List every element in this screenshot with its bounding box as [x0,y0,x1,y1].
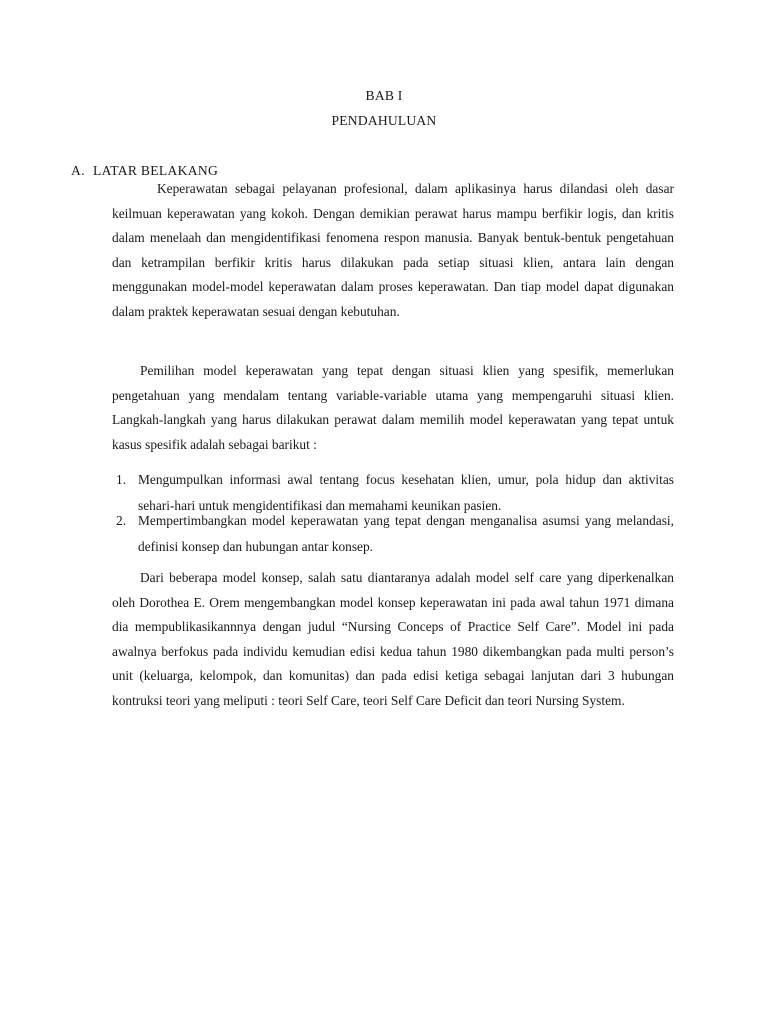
list-item [112,508,674,560]
list-text: Mengumpulkan informasi awal tentang focus kesehatan klien, umur, pola hidup dan aktivitas sehari-hari untuk mengidentifikasi dan memahami keunikan pasien. [138,472,674,513]
section-letter: A. [71,163,85,178]
section-title: LATAR BELAKANG [93,163,219,178]
paragraph-model-selection: Pemilihan model keperawatan yang tepat dengan situasi klien yang spesifik, memerlukan pengetahuan yang mendalam tentang variable-variable utama yang mempengaruhi situasi klien. Langkah-langkah yang harus dilakukan perawat dalam memilih model keperawatan yang tepat untuk kasus spesifik adalah sebagai barikut : [112,363,674,452]
list-text: Mempertimbangkan model keperawatan yang tepat dengan menganalisa asumsi yang melandasi, definisi konsep dan hubungan antar konsep. [138,513,674,554]
chapter-title: PENDAHULUAN [331,113,437,128]
paragraph-orem-model: Dari beberapa model konsep, salah satu diantaranya adalah model self care yang diperkenalkan oleh Dorothea E. Orem mengembangkan model konsep keperawatan ini pada awal tahun 1971 dimana dia mempublikasikannnya dengan judul “Nursing Conceps of Practice Self Care”. Model ini pada awalnya berfokus pada individu kemudian edisi kedua tahun 1980 dikembangkan pada multi person’s unit (keluarga, kelompok, dan komunitas) dan pada edisi ketiga sebagai lanjutan dari 3 hubungan kontruksi teori yang meliputi : teori Self Care, teori Self Care Deficit dan teori Nursing System. [112,570,674,708]
steps-list-item-2-wrapper [112,508,674,560]
paragraph-intro: Keperawatan sebagai pelayanan profesional, dalam aplikasinya harus dilandasi oleh dasar keilmuan keperawatan yang kokoh. Dengan demikian perawat harus mampu berfikir logis, dan kritis dalam menelaah dan mengidentifikasi fenomena respon manusia. Banyak bentuk-bentuk pengetahuan dan ketrampilan berfikir kritis harus dilakukan pada setiap situasi klien, antara lain dengan menggunakan model-model keperawatan dalam proses keperawatan. Dan tiap model dapat digunakan dalam praktek keperawatan sesuai dengan kebutuhan. [112,181,674,319]
list-number: 1. [116,472,127,487]
chapter-number: BAB I [365,88,403,103]
list-number: 2. [116,513,127,528]
